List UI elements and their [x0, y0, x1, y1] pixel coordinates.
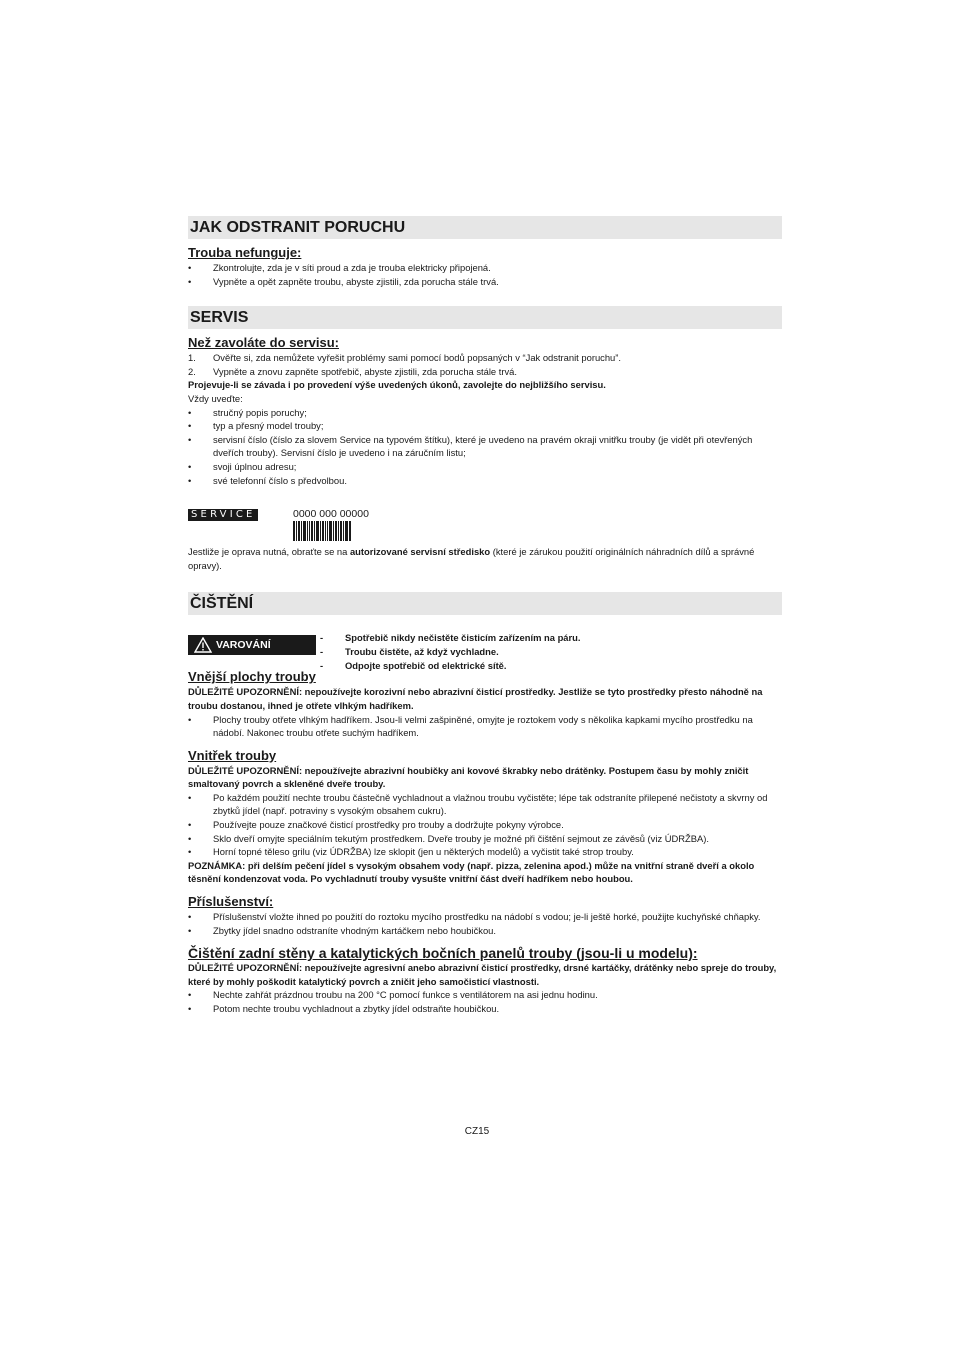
page-number: CZ15 [464, 1126, 490, 1137]
list-item: • Příslušenství vložte ihned po použití do roztoku mycího prostředku na nádobí s vodou; je-li ještě horké, použijte kuchyňské chňapky. [188, 910, 782, 924]
page-content [188, 216, 782, 1016]
subheading-exterior: Vnější plochy trouby [188, 669, 316, 685]
interior-list [188, 791, 782, 859]
list-item: 2. Vypněte a znovu zapněte spotřebič, abyste zjistili, zda porucha stále trvá. [188, 365, 517, 377]
repair-note: Jestliže je oprava nutná, obraťte se na autorizované servisní středisko (které je zárukou použití originálních náhradních dílů a správné opravy). [188, 546, 755, 571]
list-item: - Odpojte spotřebič od elektrické sítě. [320, 659, 581, 673]
list-item: • Vypněte a opět zapněte troubu, abyste zjistili, zda porucha stále trvá. [188, 275, 782, 289]
barcode-icon [293, 521, 351, 541]
section-heading-cleaning: ČIŠTĚNÍ [188, 592, 782, 615]
list-item: • Používejte pouze značkové čisticí prostředky pro trouby a dodržujte pokyny výrobce. [188, 818, 782, 832]
service-badge: SERVICE [188, 509, 258, 521]
list-item: • Horní topné těleso grilu (viz ÚDRŽBA) lze sklopit (jen u některých modelů) a vyčistit také strop trouby. [188, 845, 782, 859]
list-item: • Zkontrolujte, zda je v síti proud a zda je trouba elektricky připojená. [188, 261, 782, 275]
section-heading-service: SERVIS [188, 306, 782, 329]
section-heading-troubleshooting: JAK ODSTRANIT PORUCHU [188, 216, 782, 239]
list-item: • stručný popis poruchy; [188, 406, 782, 420]
always-state-label: Vždy uveďte: [188, 392, 243, 404]
subheading-accessories: Příslušenství: [188, 894, 274, 910]
service-number: 0000 000 00000 [293, 508, 369, 521]
list-item: • Zbytky jídel snadno odstraníte vhodným kartáčkem nebo houbičkou. [188, 924, 782, 938]
exterior-list [188, 713, 782, 740]
exterior-important-note: DŮLEŽITÉ UPOZORNĚNÍ: nepoužívejte korozivní nebo abrazivní čisticí prostředky. Jestliže se tyto prostředky přesto náhodně na troubu dostanou, ihned je otřete vlhkým hadříkem. [188, 686, 763, 711]
service-steps-list [188, 351, 782, 378]
warning-block [188, 629, 782, 669]
list-item: • Nechte zahřát prázdnou troubu na 200 °C pomocí funkce s ventilátorem na asi jednu hodinu. [188, 988, 782, 1002]
warning-triangle-icon [194, 637, 212, 653]
service-info-list [188, 406, 782, 488]
warning-list [320, 631, 581, 672]
list-item: • Sklo dveří omyjte speciálním tekutým prostředkem. Dveře trouby je možné při čištění sejmout ze závěsů (viz ÚDRŽBA). [188, 832, 782, 846]
subheading-oven-not-working: Trouba nefunguje: [188, 245, 302, 260]
back-wall-important-note: DŮLEŽITÉ UPOZORNĚNÍ: nepoužívejte agresivní anebo abrazivní čisticí prostředky, drsné kartáčky, drátěnky nebo spreje do trouby, které by mohly poškodit katalytický povrch a zničit jeho samočisticí vlastnosti. [188, 962, 777, 987]
warning-badge: VAROVÁNÍ [188, 635, 316, 655]
list-item: • svoji úplnou adresu; [188, 460, 782, 474]
list-item: - Spotřebič nikdy nečistěte čisticím zařízením na páru. [320, 631, 581, 645]
list-item: • typ a přesný model trouby; [188, 419, 782, 433]
interior-important-note: DŮLEŽITÉ UPOZORNĚNÍ: nepoužívejte abrazivní houbičky ani kovové škrabky nebo drátěnky. Postupem času by mohly zničit smaltovaný povrch a skleněné dveře trouby. [188, 764, 749, 790]
list-item: • své telefonní číslo s předvolbou. [188, 474, 782, 488]
list-item: - Troubu čistěte, až když vychladne. [320, 645, 581, 659]
interior-poznamka: POZNÁMKA: při delším pečení jídel s vysokým obsahem vody (např. pizza, zelenina apod.) může na vnitřní straně dveří a okolo těsnění kondenzovat voda. Po vychladnutí trouby vysušte vnitřní část dveří hadříkem nebo houbou. [188, 859, 755, 885]
subheading-interior: Vnitřek trouby [188, 747, 277, 763]
list-item: • Potom nechte troubu vychladnout a zbytky jídel odstraňte houbičkou. [188, 1002, 782, 1016]
list-item: • Plochy trouby otřete vlhkým hadříkem. Jsou-li velmi zašpiněné, omyjte je roztokem vody s několika kapkami mycího prostředku na nádobí. Nakonec troubu otřete suchým hadříkem. [188, 713, 782, 740]
list-item: • servisní číslo (číslo za slovem Service na typovém štítku), které je uvedeno na pravém okraji vnitřku trouby (je vidět při otevřených dveřích trouby). Servisní číslo je uvedeno i na záručním listu; [188, 433, 782, 460]
list-item: 1. Ověřte si, zda nemůžete vyřešit problémy sami pomocí bodů popsaných v “Jak odstranit poruchu”. [188, 352, 622, 364]
subheading-back-wall: Čištění zadní stěny a katalytických bočních panelů trouby (jsou-li u modelu): [188, 945, 698, 962]
service-label-sample [188, 509, 782, 541]
subheading-before-calling-service: Než zavoláte do servisu: [188, 335, 339, 351]
service-bold-note: Projevuje-li se závada i po provedení výše uvedených úkonů, zavolejte do nejbližšího servisu. [188, 379, 606, 391]
troubleshooting-list [188, 261, 782, 288]
accessories-list [188, 910, 782, 937]
list-item: • Po každém použití nechte troubu částečně vychladnout a vlažnou troubu vyčistěte; lépe tak odstraníte přilepené nečistoty a skvrny od zbytků jídel (např. potraviny s vysokým obsahem cukru). [188, 791, 782, 818]
back-wall-list [188, 988, 782, 1015]
